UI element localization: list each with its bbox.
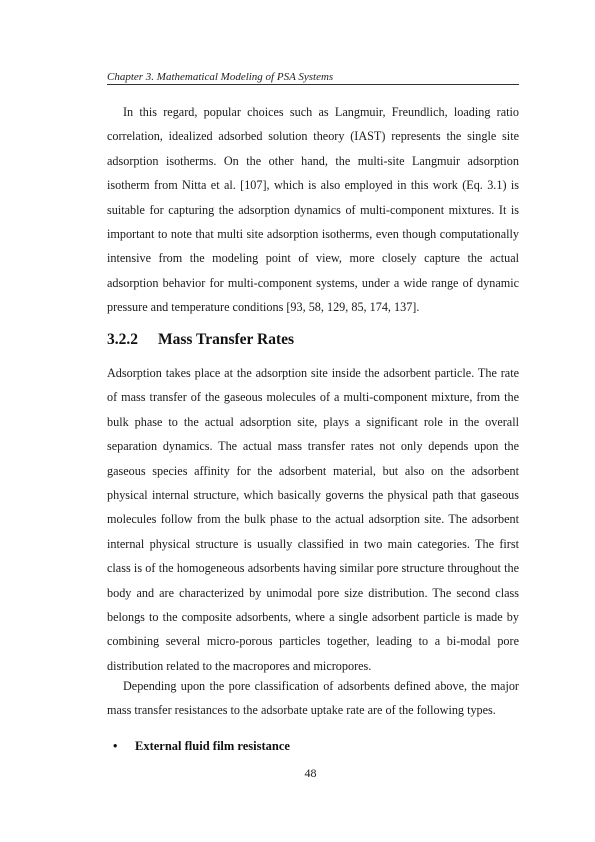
bullet-icon: • — [113, 739, 118, 753]
section-title: Mass Transfer Rates — [158, 331, 295, 348]
section-heading — [107, 330, 294, 350]
header-rule — [107, 84, 519, 85]
paragraph-mass-transfer: Adsorption takes place at the adsorption site inside the adsorbent particle. The rate of mass transfer of the gaseous molecules of a multi-component mixture, from the bulk phase to the actual adsorption site, plays a significant role in the overall separation dynamics. The actual mass transfer rates not only depends upon the gaseous species affinity for the adsorbent material, but also on the adsorbent physical internal structure, which basically governs the physical path that gaseous molecules follow from the bulk phase to the actual adsorption site. The adsorbent internal physical structure is usually classified in two main categories. The first class is of the homogeneous adsorbents having similar pore structure throughout the body and are characterized by unimodal pore size distribution. The second class belongs to the composite adsorbents, where a single adsorbent particle is made by combining several micro-porous particles together, leading to a bi-modal pore distribution related to the macropores and micropores. — [107, 366, 519, 673]
running-header: Chapter 3. Mathematical Modeling of PSA Systems — [107, 71, 334, 83]
list-item-label: External fluid film resistance — [135, 739, 290, 753]
section-number: 3.2.2 — [107, 331, 138, 348]
paragraph-isotherms: In this regard, popular choices such as Langmuir, Freundlich, loading ratio correlation, idealized adsorbed solution theory (IAST) represents the single site adsorption isotherms. On the other hand, the multi-site Langmuir adsorption isotherm from Nitta et al. [107], which is also employed in this work (Eq. 3.1) is suitable for capturing the adsorption dynamics of multi-component mixtures. It is important to note that multi site adsorption isotherms, even though computationally intensive from the modeling point of view, more closely capture the actual adsorption behavior for multi-component systems, under a wide range of dynamic pressure and temperature conditions [93, 58, 129, 85, 174, 137]. — [107, 105, 519, 315]
paragraph-resistances: Depending upon the pore classification of adsorbents defined above, the major mass transfer resistances to the adsorbate uptake rate are of the following types. — [107, 679, 519, 718]
page-number: 48 — [304, 766, 317, 780]
list-item — [113, 734, 290, 758]
